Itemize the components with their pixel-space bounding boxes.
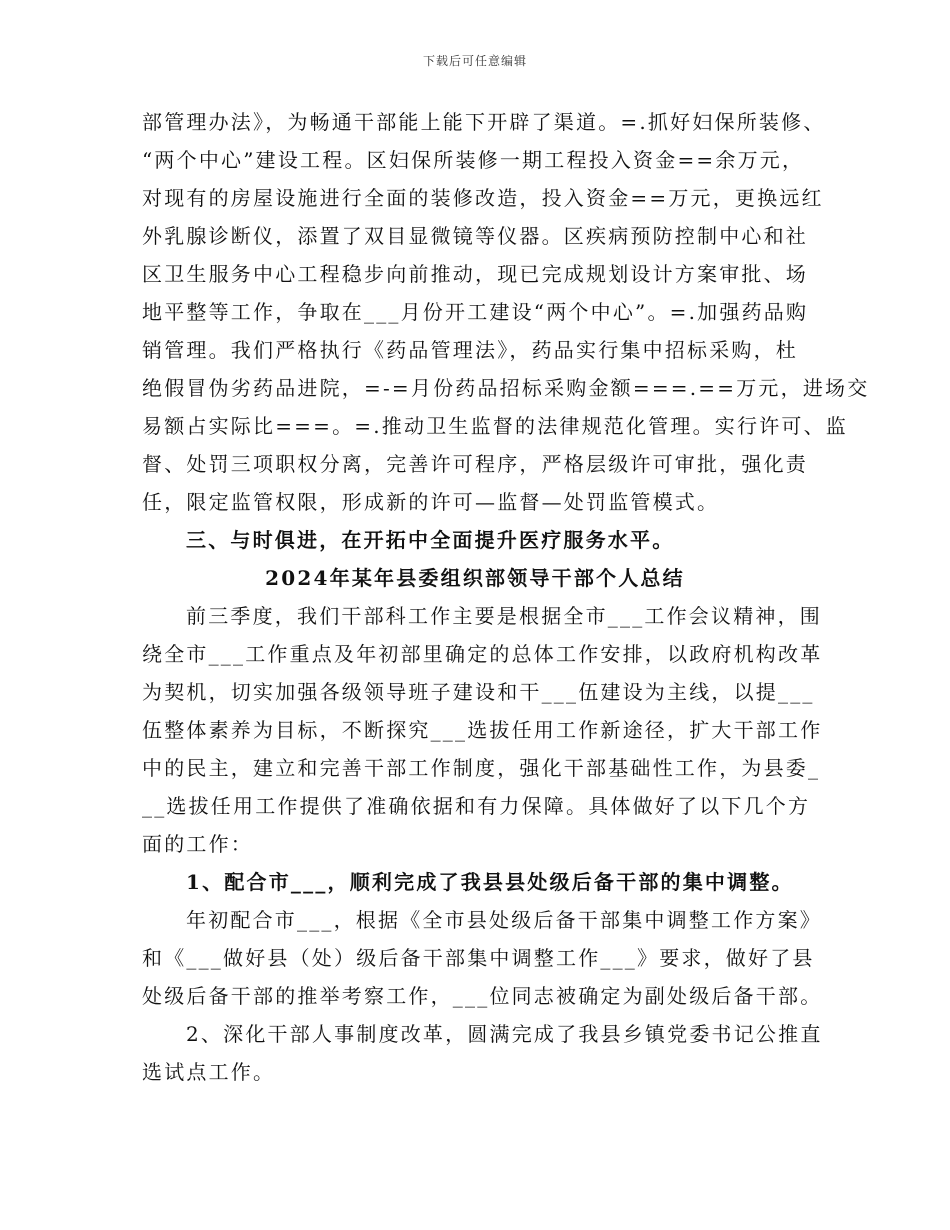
section-heading: 三、与时俱进，在开拓中全面提升医疗服务水平。: [186, 528, 675, 552]
subsection-heading: 1、配合市___，顺利完成了我县县处级后备干部的集中调整。: [186, 870, 794, 894]
paragraph-line: 易额占实际比===。=.推动卫生监督的法律规范化管理。实行许可、监: [142, 414, 848, 438]
paragraph-line: 部管理办法》，为畅通干部能上能下开辟了渠道。=.抓好妇保所装修、: [142, 110, 826, 134]
paragraph-line: 绝假冒伪劣药品进院，=-=月份药品招标采购金额===.==万元，进场交: [142, 376, 870, 400]
paragraph-line: “两个中心”建设工程。区妇保所装修一期工程投入资金==余万元，: [142, 148, 805, 172]
paragraph-line: 和《___做好县（处）级后备干部集中调整工作___》要求，做好了县: [142, 946, 815, 970]
paragraph-line: 2、深化干部人事制度改革，圆满完成了我县乡镇党委书记公推直: [186, 1022, 823, 1046]
paragraph-line: 伍整体素养为目标，不断探究___选拔任用工作新途径，扩大干部工作: [142, 718, 823, 742]
paragraph-line: 任，限定监管权限，形成新的许可—监督—处罚监管模式。: [142, 490, 720, 514]
paragraph-line: __选拔任用工作提供了准确依据和有力保障。具体做好了以下几个方: [142, 794, 811, 818]
paragraph-line: 中的民主，建立和完善干部工作制度，强化干部基础性工作，为县委_: [142, 756, 821, 780]
paragraph-line: 处级后备干部的推举考察工作，___位同志被确定为副处级后备干部。: [142, 984, 823, 1008]
paragraph-line: 销管理。我们严格执行《药品管理法》，药品实行集中招标采购，杜: [142, 338, 798, 362]
paragraph-line: 选试点工作。: [142, 1060, 276, 1084]
paragraph-line: 面的工作：: [142, 832, 253, 856]
paragraph-line: 地平整等工作，争取在___月份开工建设“两个中心”。=.加强药品购: [142, 300, 809, 324]
document-title: 2024年某年县委组织部领导干部个人总结: [265, 566, 685, 590]
paragraph-line: 区卫生服务中心工程稳步向前推动，现已完成规划设计方案审批、场: [142, 262, 808, 286]
page-header: 下载后可任意编辑: [422, 54, 527, 68]
paragraph-line: 为契机，切实加强各级领导班子建设和干___伍建设为主线，以提___: [142, 680, 815, 704]
paragraph-line: 外乳腺诊断仪，添置了双目显微镜等仪器。区疾病预防控制中心和社: [142, 224, 808, 248]
paragraph-line: 年初配合市___，根据《全市县处级后备干部集中调整工作方案》: [186, 908, 822, 932]
paragraph-line: 对现有的房屋设施进行全面的装修改造，投入资金==万元，更换远红: [142, 186, 824, 210]
paragraph-line: 绕全市___工作重点及年初部里确定的总体工作安排，以政府机构改革: [142, 642, 823, 666]
paragraph-line: 前三季度，我们干部科工作主要是根据全市___工作会议精神，围: [186, 604, 822, 628]
paragraph-line: 督、处罚三项职权分离，完善许可程序，严格层级许可审批，强化责: [142, 452, 808, 476]
